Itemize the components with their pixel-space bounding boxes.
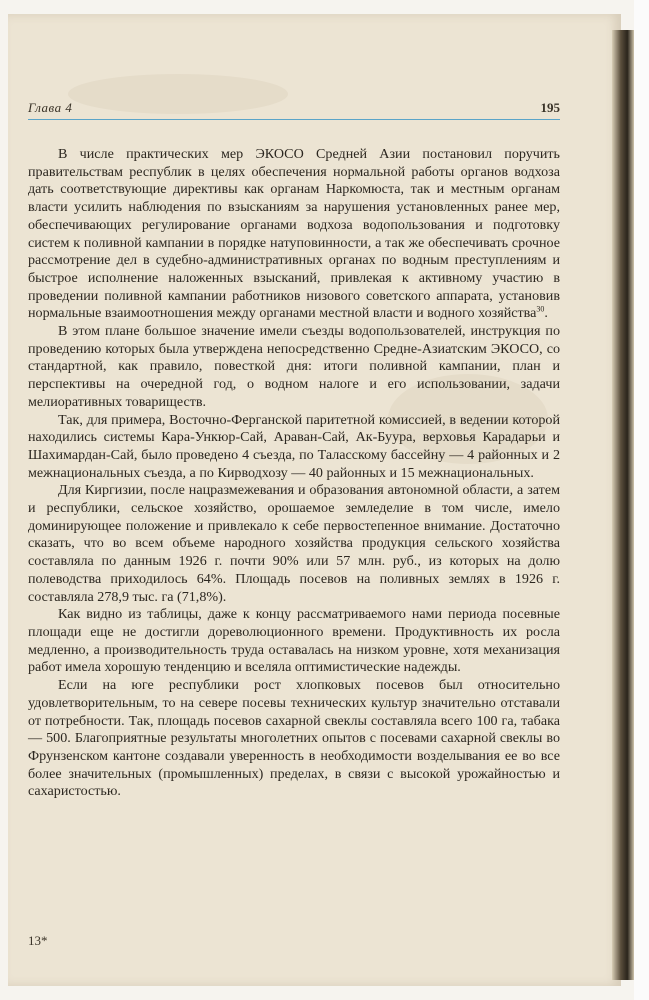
- chapter-title: Глава 4: [28, 100, 73, 115]
- footnote-marker: 30: [536, 304, 545, 314]
- paragraph-tail: .: [544, 305, 548, 322]
- paragraph: Так, для примера, Восточно-Ферганской паритетной комиссией, в ведении которой находились системы Кара-Ункюр-Сай, Араван-Сай, Ак-Буура, верховья Карадарьи и Шахимардан-Сай, было проведено 4 съезда, по Таласскому бассейну — 4 районных и 2 межнациональных съезда, а по Кирводхозу — 40 районных и 15 межнациональных.: [28, 411, 560, 481]
- body-text: [28, 146, 560, 801]
- page-number: 195: [540, 100, 560, 115]
- signature-mark: 13*: [28, 933, 48, 948]
- book-spine-shadow: [612, 30, 634, 980]
- paragraph: Для Киргизии, после нацразмежевания и образования автономной области, а затем и республики, сельское хозяйство, орошаемое земледелие в том числе, имело доминирующее положение и привлекало к себе первостепенное внимание. Достаточно сказать, что во всем объеме народного хозяйства продукция сельского хозяйства составляла по данным 1926 г. почти 90% или 57 млн. руб., из которых на долю полеводства приходилось 64%. Площадь посевов на поливных землях в 1926 г. составляла 278,9 тыс. га (71,8%).: [28, 482, 560, 605]
- scan-margin: [634, 0, 649, 1000]
- paragraph: Как видно из таблицы, даже к концу рассматриваемого нами периода посевные площади еще не достигли дореволюционного времени. Продуктивность их росла медленно, а производительность труда оставалась на низком уровне, хотя механизация работ имела хорошую тенденцию и вселяла оптимистические надежды.: [28, 606, 560, 676]
- paragraph: Если на юге республики рост хлопковых посевов был относительно удовлетворительным, то на севере посевы технических культур значительно отставали от потребности. Так, площадь посевов сахарной свеклы составляла всего 100 га, табака — 500. Благоприятные результаты многолетних опытов с посевами сахарной свеклы во Фрунзенском кантоне создавали уверенность в необходимости возделывания ее во все более значительных (промышленных) пределах, в связи с высокой урожайностью и сахаристостью.: [28, 677, 560, 800]
- header-rule: [28, 119, 560, 120]
- running-header: [28, 100, 560, 118]
- paragraph: В этом плане большое значение имели съезды водопользователей, инструкция по проведению которых была утверждена непосредственно Средне-Азиатским ЭКОСО, со стандартной, как правило, повесткой дня: итоги поливной кампании, план и перспективы на очередной год, о водном налоге и его использовании, задачи мелиоративных товариществ.: [28, 323, 560, 410]
- paragraph-text: В числе практических мер ЭКОСО Средней Азии постановил поручить правительствам республик в целях обеспечения нормальной работы органов водхоза дать соответствующие директивы как органам Наркомюста, так и местным органам власти усилить наблюдения по взысканиям за нарушения установленных ранее мер, обеспечивающих регулирование органами водхоза водопользования и подготовку систем к поливной кампании в порядке натуповинности, а так же обеспечивать срочное рассмотрение дел в судебно-административных органах по водным преступлениям и быстрое исполнение наложенных взысканий, привлекая к активному участию в проведении поливной кампании работников низового советского аппарата, установив нормальные взаимоотношения между органами местной власти и водного хозяйства: [28, 146, 560, 322]
- paragraph: [28, 146, 560, 323]
